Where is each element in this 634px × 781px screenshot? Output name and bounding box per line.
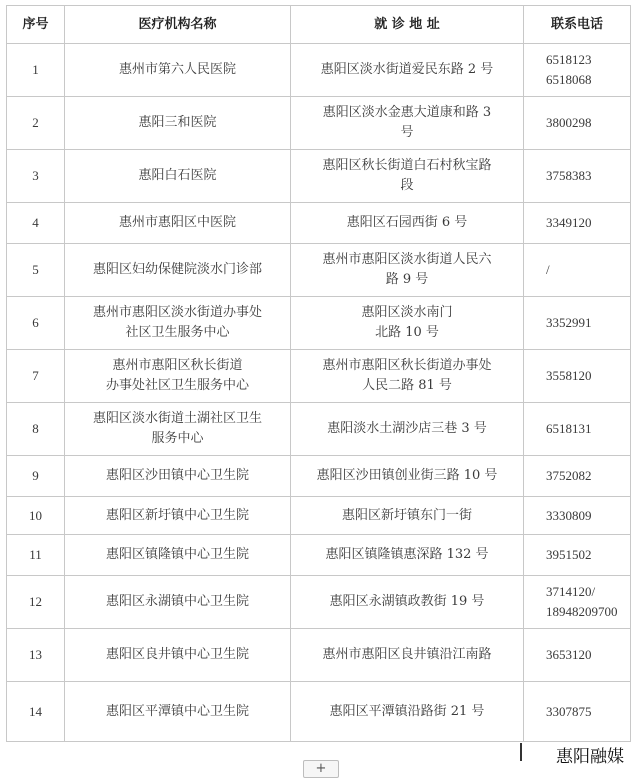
cell-address <box>291 297 524 350</box>
cell-address: 惠阳区平潭镇沿路街 21 号 <box>291 682 524 742</box>
watermark: 惠阳融媒 <box>556 747 624 767</box>
table-row <box>7 576 631 629</box>
cell-address <box>291 97 524 150</box>
header-name: 医疗机构名称 <box>65 6 291 44</box>
header-no: 序号 <box>7 6 65 44</box>
cell-phone <box>524 244 631 297</box>
cell-phone-line: 3951502 <box>546 547 592 562</box>
cell-phone <box>524 535 631 576</box>
cell-phone-line: 3558120 <box>546 368 592 383</box>
table-row <box>7 44 631 97</box>
cell-phone <box>524 150 631 203</box>
cell-address: 惠阳区石园西街 6 号 <box>291 203 524 244</box>
cell-no: 7 <box>7 350 65 403</box>
watermark-bar <box>520 743 522 761</box>
header-address: 就 诊 地 址 <box>291 6 524 44</box>
cell-phone <box>524 497 631 535</box>
add-button[interactable]: + <box>303 760 339 778</box>
cell-phone <box>524 203 631 244</box>
cell-phone <box>524 576 631 629</box>
cell-no: 2 <box>7 97 65 150</box>
table-row <box>7 535 631 576</box>
cell-address-line: 惠阳区淡水南门 <box>361 305 453 320</box>
cell-address: 惠阳淡水土湖沙店三巷 3 号 <box>291 403 524 456</box>
cell-name: 惠州市惠阳区中医院 <box>65 203 291 244</box>
cell-phone-line: 6518131 <box>546 421 592 436</box>
cell-no: 12 <box>7 576 65 629</box>
cell-name: 惠州市第六人民医院 <box>65 44 291 97</box>
cell-phone <box>524 44 631 97</box>
header-phone: 联系电话 <box>524 6 631 44</box>
cell-name: 惠阳区良井镇中心卫生院 <box>65 629 291 682</box>
cell-address-line: 北路 10 号 <box>375 325 439 340</box>
cell-address: 惠阳区淡水街道爱民东路 2 号 <box>291 44 524 97</box>
cell-name: 惠阳三和医院 <box>65 97 291 150</box>
cell-name-line: 办事处社区卫生服务中心 <box>105 378 249 393</box>
cell-phone-line: 3800298 <box>546 115 592 130</box>
cell-address: 惠阳区沙田镇创业街三路 10 号 <box>291 456 524 497</box>
cell-address: 惠州市惠阳区良井镇沿江南路 <box>291 629 524 682</box>
cell-name <box>65 350 291 403</box>
table-row <box>7 244 631 297</box>
cell-no: 6 <box>7 297 65 350</box>
cell-name-line: 惠州市惠阳区淡水街道办事处 <box>92 305 262 320</box>
cell-address-line: 惠州市惠阳区秋长街道办事处 <box>322 358 492 373</box>
hospital-table <box>6 5 631 742</box>
cell-name-line: 服务中心 <box>151 431 204 446</box>
cell-name: 惠阳区新圩镇中心卫生院 <box>65 497 291 535</box>
cell-phone-line: 3330809 <box>546 507 592 523</box>
cell-no: 10 <box>7 497 65 535</box>
cell-name: 惠阳白石医院 <box>65 150 291 203</box>
cell-phone-line: 18948209700 <box>546 604 618 619</box>
cell-no: 14 <box>7 682 65 742</box>
table-header-row <box>7 6 631 44</box>
cell-name: 惠阳区妇幼保健院淡水门诊部 <box>65 244 291 297</box>
cell-address-line: 号 <box>400 125 414 140</box>
cell-name-line: 惠阳区淡水街道土湖社区卫生 <box>92 411 262 426</box>
table-row <box>7 497 631 535</box>
cell-phone-line: 3352991 <box>546 315 592 330</box>
cell-no: 11 <box>7 535 65 576</box>
cell-phone-line: 6518068 <box>546 72 592 87</box>
table-row <box>7 456 631 497</box>
cell-phone-line: 3349120 <box>546 215 592 230</box>
table-row <box>7 150 631 203</box>
cell-address <box>291 244 524 297</box>
cell-no: 13 <box>7 629 65 682</box>
cell-phone <box>524 297 631 350</box>
cell-address: 惠阳区永湖镇政教街 19 号 <box>291 576 524 629</box>
cell-address <box>291 350 524 403</box>
cell-phone-line: 3758383 <box>546 168 592 183</box>
cell-address-line: 段 <box>400 178 414 193</box>
cell-name: 惠阳区永湖镇中心卫生院 <box>65 576 291 629</box>
cell-address-line: 惠阳区秋长街道白石村秋宝路 <box>322 158 492 173</box>
cell-name-line: 社区卫生服务中心 <box>125 325 230 340</box>
cell-no: 1 <box>7 44 65 97</box>
cell-no: 4 <box>7 203 65 244</box>
cell-address <box>291 150 524 203</box>
cell-name: 惠阳区镇隆镇中心卫生院 <box>65 535 291 576</box>
cell-phone <box>524 97 631 150</box>
cell-phone <box>524 629 631 682</box>
cell-phone-line: 3307875 <box>546 703 592 719</box>
cell-name <box>65 297 291 350</box>
table-row <box>7 682 631 742</box>
cell-address-line: 人民二路 81 号 <box>362 378 452 393</box>
cell-address-line: 惠州市惠阳区淡水街道人民六 <box>322 252 492 267</box>
cell-name-line: 惠州市惠阳区秋长街道 <box>112 358 243 373</box>
table-body <box>7 44 631 742</box>
cell-name: 惠阳区沙田镇中心卫生院 <box>65 456 291 497</box>
cell-phone-line: / <box>546 262 550 277</box>
table-row <box>7 97 631 150</box>
cell-address-line: 路 9 号 <box>385 272 429 287</box>
cell-no: 9 <box>7 456 65 497</box>
table-row <box>7 203 631 244</box>
cell-address: 惠阳区新圩镇东门一街 <box>291 497 524 535</box>
cell-phone <box>524 403 631 456</box>
table-row <box>7 350 631 403</box>
cell-no: 3 <box>7 150 65 203</box>
table-row <box>7 629 631 682</box>
table-row <box>7 403 631 456</box>
cell-phone-line: 3714120/ <box>546 584 596 599</box>
table-row <box>7 297 631 350</box>
cell-address-line: 惠阳区淡水金惠大道康和路 3 <box>322 105 492 120</box>
cell-name <box>65 403 291 456</box>
cell-no: 5 <box>7 244 65 297</box>
cell-phone <box>524 456 631 497</box>
cell-phone-line: 3653120 <box>546 647 592 662</box>
cell-no: 8 <box>7 403 65 456</box>
cell-phone <box>524 682 631 742</box>
cell-phone-line: 3752082 <box>546 468 592 483</box>
cell-name: 惠阳区平潭镇中心卫生院 <box>65 682 291 742</box>
cell-address: 惠阳区镇隆镇惠深路 132 号 <box>291 535 524 576</box>
cell-phone-line: 6518123 <box>546 52 592 67</box>
cell-phone <box>524 350 631 403</box>
